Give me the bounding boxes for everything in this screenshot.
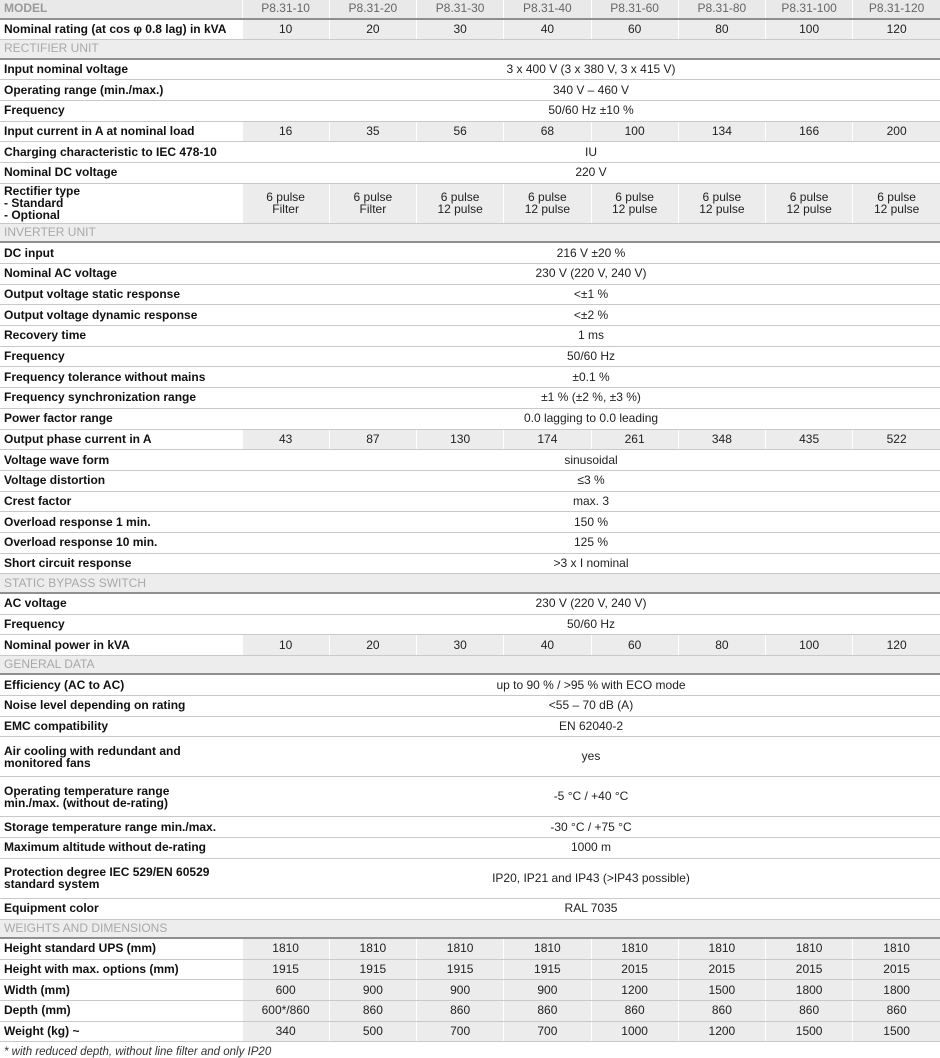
- spec-model-value: 35: [329, 121, 416, 142]
- spec-model-value: 860: [853, 1001, 940, 1022]
- spec-model-value: 20: [329, 19, 416, 40]
- spec-label: Efficiency (AC to AC): [0, 674, 242, 695]
- spec-row-per-model: [0, 980, 940, 1001]
- spec-model-value: 1810: [329, 938, 416, 959]
- section-title: RECTIFIER UNIT: [0, 40, 940, 59]
- spec-value: 0.0 lagging to 0.0 leading: [242, 408, 940, 429]
- spec-label: Charging characteristic to IEC 478-10: [0, 142, 242, 163]
- spec-row: [0, 450, 940, 471]
- section-title: INVERTER UNIT: [0, 223, 940, 242]
- spec-value: 50/60 Hz ±10 %: [242, 101, 940, 122]
- spec-row-per-model: [0, 429, 940, 450]
- model-name: P8.31-60: [591, 0, 678, 19]
- spec-model-value: 1000: [591, 1021, 678, 1042]
- spec-model-value: 40: [504, 635, 591, 656]
- spec-value: EN 62040-2: [242, 716, 940, 737]
- spec-value: 50/60 Hz: [242, 346, 940, 367]
- spec-model-value: 6 pulse 12 pulse: [853, 183, 940, 223]
- spec-model-value: 6 pulse 12 pulse: [504, 183, 591, 223]
- spec-model-value: 900: [329, 980, 416, 1001]
- spec-model-value: 340: [242, 1021, 329, 1042]
- spec-model-value: 1800: [766, 980, 853, 1001]
- spec-row: [0, 388, 940, 409]
- spec-value: IP20, IP21 and IP43 (>IP43 possible): [242, 858, 940, 898]
- spec-value: IU: [242, 142, 940, 163]
- spec-value: 230 V (220 V, 240 V): [242, 593, 940, 614]
- spec-model-value: 1810: [591, 938, 678, 959]
- spec-row: [0, 858, 940, 898]
- spec-value: ±0.1 %: [242, 367, 940, 388]
- model-header-row: [0, 0, 940, 19]
- spec-model-value: 1810: [242, 938, 329, 959]
- spec-label: Nominal DC voltage: [0, 163, 242, 184]
- spec-model-value: 166: [766, 121, 853, 142]
- spec-model-value: 2015: [766, 959, 853, 980]
- spec-label: Frequency tolerance without mains: [0, 367, 242, 388]
- spec-value: 125 %: [242, 532, 940, 553]
- spec-row: [0, 264, 940, 285]
- spec-label: Voltage wave form: [0, 450, 242, 471]
- spec-model-value: 16: [242, 121, 329, 142]
- spec-value: <±1 %: [242, 284, 940, 305]
- spec-row: [0, 716, 940, 737]
- spec-model-value: 6 pulse Filter: [242, 183, 329, 223]
- section-header-row: [0, 574, 940, 593]
- spec-label: Frequency: [0, 614, 242, 635]
- spec-label: Height standard UPS (mm): [0, 938, 242, 959]
- spec-label: AC voltage: [0, 593, 242, 614]
- spec-label: Crest factor: [0, 491, 242, 512]
- spec-row: [0, 614, 940, 635]
- spec-model-value: 60: [591, 635, 678, 656]
- spec-row: [0, 838, 940, 859]
- spec-model-value: 30: [417, 19, 504, 40]
- spec-value: >3 x I nominal: [242, 553, 940, 574]
- spec-model-value: 68: [504, 121, 591, 142]
- spec-label: Input nominal voltage: [0, 59, 242, 80]
- spec-label: Maximum altitude without de-rating: [0, 838, 242, 859]
- spec-label: Frequency synchronization range: [0, 388, 242, 409]
- spec-row-per-model: [0, 19, 940, 40]
- spec-label: Width (mm): [0, 980, 242, 1001]
- spec-label: Input current in A at nominal load: [0, 121, 242, 142]
- spec-row-per-model: [0, 183, 940, 223]
- spec-value: RAL 7035: [242, 898, 940, 919]
- spec-model-value: 100: [766, 635, 853, 656]
- spec-label: Overload response 1 min.: [0, 512, 242, 533]
- spec-model-value: 1800: [853, 980, 940, 1001]
- spec-model-value: 1500: [853, 1021, 940, 1042]
- spec-model-value: 200: [853, 121, 940, 142]
- spec-label: Operating temperature range min./max. (without de-rating): [0, 777, 242, 817]
- spec-label: Frequency: [0, 101, 242, 122]
- spec-row: [0, 593, 940, 614]
- spec-label: Equipment color: [0, 898, 242, 919]
- spec-label: EMC compatibility: [0, 716, 242, 737]
- spec-model-value: 6 pulse 12 pulse: [678, 183, 765, 223]
- spec-model-value: 120: [853, 19, 940, 40]
- section-title: WEIGHTS AND DIMENSIONS: [0, 919, 940, 938]
- spec-label: Output phase current in A: [0, 429, 242, 450]
- spec-row: [0, 101, 940, 122]
- spec-table-body: [0, 19, 940, 1042]
- spec-row: [0, 326, 940, 347]
- spec-label: Short circuit response: [0, 553, 242, 574]
- spec-row: [0, 512, 940, 533]
- spec-model-value: 2015: [678, 959, 765, 980]
- spec-model-value: 1810: [504, 938, 591, 959]
- spec-row-per-model: [0, 635, 940, 656]
- spec-model-value: 10: [242, 635, 329, 656]
- spec-model-value: 1915: [504, 959, 591, 980]
- spec-row: [0, 284, 940, 305]
- spec-model-value: 60: [591, 19, 678, 40]
- spec-model-value: 1500: [678, 980, 765, 1001]
- footnote: * with reduced depth, without line filter and only IP20: [4, 1046, 272, 1058]
- spec-model-value: 10: [242, 19, 329, 40]
- spec-row-per-model: [0, 959, 940, 980]
- spec-model-value: 2015: [591, 959, 678, 980]
- spec-model-value: 1810: [417, 938, 504, 959]
- spec-model-value: 174: [504, 429, 591, 450]
- spec-model-value: 600: [242, 980, 329, 1001]
- spec-model-value: 1200: [591, 980, 678, 1001]
- model-name: P8.31-100: [766, 0, 853, 19]
- spec-model-value: 600*/860: [242, 1001, 329, 1022]
- section-header-row: [0, 655, 940, 674]
- spec-label: Operating range (min./max.): [0, 80, 242, 101]
- spec-model-value: 860: [591, 1001, 678, 1022]
- spec-value: 216 V ±20 %: [242, 242, 940, 263]
- spec-value: <55 – 70 dB (A): [242, 696, 940, 717]
- spec-value: 1 ms: [242, 326, 940, 347]
- spec-value: max. 3: [242, 491, 940, 512]
- spec-model-value: 860: [678, 1001, 765, 1022]
- spec-row: [0, 898, 940, 919]
- spec-value: -5 °C / +40 °C: [242, 777, 940, 817]
- spec-row: [0, 367, 940, 388]
- spec-model-value: 700: [417, 1021, 504, 1042]
- spec-label: Air cooling with redundant and monitored fans: [0, 737, 242, 777]
- spec-model-value: 6 pulse Filter: [329, 183, 416, 223]
- spec-model-value: 1915: [329, 959, 416, 980]
- spec-model-value: 87: [329, 429, 416, 450]
- spec-row: [0, 163, 940, 184]
- spec-model-value: 6 pulse 12 pulse: [417, 183, 504, 223]
- spec-model-value: 900: [417, 980, 504, 1001]
- spec-row: [0, 696, 940, 717]
- spec-value: 340 V – 460 V: [242, 80, 940, 101]
- spec-row: [0, 817, 940, 838]
- spec-label: Weight (kg) ~: [0, 1021, 242, 1042]
- model-name: P8.31-40: [504, 0, 591, 19]
- spec-model-value: 1200: [678, 1021, 765, 1042]
- spec-model-value: 2015: [853, 959, 940, 980]
- spec-label: Noise level depending on rating: [0, 696, 242, 717]
- spec-value: <±2 %: [242, 305, 940, 326]
- spec-model-value: 860: [329, 1001, 416, 1022]
- spec-value: 50/60 Hz: [242, 614, 940, 635]
- model-header-label: MODEL: [0, 0, 242, 19]
- section-title: STATIC BYPASS SWITCH: [0, 574, 940, 593]
- spec-model-value: 130: [417, 429, 504, 450]
- spec-model-value: 1810: [678, 938, 765, 959]
- spec-model-value: 6 pulse 12 pulse: [766, 183, 853, 223]
- spec-model-value: 1915: [417, 959, 504, 980]
- model-name: P8.31-80: [678, 0, 765, 19]
- spec-model-value: 100: [766, 19, 853, 40]
- spec-label: Depth (mm): [0, 1001, 242, 1022]
- spec-label: Protection degree IEC 529/EN 60529 standard system: [0, 858, 242, 898]
- spec-row: [0, 553, 940, 574]
- model-name: P8.31-30: [417, 0, 504, 19]
- spec-label: Rectifier type - Standard - Optional: [0, 183, 242, 223]
- section-header-row: [0, 40, 940, 59]
- spec-row: [0, 777, 940, 817]
- spec-model-value: 500: [329, 1021, 416, 1042]
- spec-model-value: 120: [853, 635, 940, 656]
- spec-label: Recovery time: [0, 326, 242, 347]
- spec-value: sinusoidal: [242, 450, 940, 471]
- spec-model-value: 1810: [766, 938, 853, 959]
- section-header-row: [0, 223, 940, 242]
- spec-row-per-model: [0, 1001, 940, 1022]
- spec-row: [0, 408, 940, 429]
- spec-label: DC input: [0, 242, 242, 263]
- spec-model-value: 134: [678, 121, 765, 142]
- section-title: GENERAL DATA: [0, 655, 940, 674]
- section-header-row: [0, 919, 940, 938]
- spec-value: 150 %: [242, 512, 940, 533]
- spec-value: ≤3 %: [242, 470, 940, 491]
- spec-row: [0, 674, 940, 695]
- spec-row-per-model: [0, 938, 940, 959]
- spec-row: [0, 737, 940, 777]
- spec-value: 3 x 400 V (3 x 380 V, 3 x 415 V): [242, 59, 940, 80]
- spec-row: [0, 470, 940, 491]
- spec-label: Storage temperature range min./max.: [0, 817, 242, 838]
- spec-row: [0, 242, 940, 263]
- spec-row: [0, 491, 940, 512]
- spec-row: [0, 142, 940, 163]
- spec-model-value: 435: [766, 429, 853, 450]
- spec-value: 1000 m: [242, 838, 940, 859]
- spec-model-value: 860: [766, 1001, 853, 1022]
- spec-row: [0, 80, 940, 101]
- model-name: P8.31-20: [329, 0, 416, 19]
- spec-label: Nominal power in kVA: [0, 635, 242, 656]
- spec-model-value: 1500: [766, 1021, 853, 1042]
- spec-model-value: 80: [678, 19, 765, 40]
- spec-value: ±1 % (±2 %, ±3 %): [242, 388, 940, 409]
- spec-model-value: 1810: [853, 938, 940, 959]
- spec-row-per-model: [0, 121, 940, 142]
- spec-label: Voltage distortion: [0, 470, 242, 491]
- spec-label: Output voltage dynamic response: [0, 305, 242, 326]
- spec-model-value: 56: [417, 121, 504, 142]
- spec-label: Nominal AC voltage: [0, 264, 242, 285]
- spec-model-value: 43: [242, 429, 329, 450]
- spec-model-value: 522: [853, 429, 940, 450]
- spec-model-value: 900: [504, 980, 591, 1001]
- spec-model-value: 261: [591, 429, 678, 450]
- spec-model-value: 860: [417, 1001, 504, 1022]
- spec-row-per-model: [0, 1021, 940, 1042]
- spec-label: Overload response 10 min.: [0, 532, 242, 553]
- spec-row: [0, 305, 940, 326]
- spec-model-value: 20: [329, 635, 416, 656]
- spec-model-value: 100: [591, 121, 678, 142]
- model-name: P8.31-120: [853, 0, 940, 19]
- spec-value: 230 V (220 V, 240 V): [242, 264, 940, 285]
- spec-row: [0, 59, 940, 80]
- spec-model-value: 860: [504, 1001, 591, 1022]
- spec-value: 220 V: [242, 163, 940, 184]
- spec-label: Power factor range: [0, 408, 242, 429]
- spec-model-value: 80: [678, 635, 765, 656]
- spec-model-value: 6 pulse 12 pulse: [591, 183, 678, 223]
- spec-value: up to 90 % / >95 % with ECO mode: [242, 674, 940, 695]
- model-name: P8.31-10: [242, 0, 329, 19]
- spec-model-value: 40: [504, 19, 591, 40]
- spec-model-value: 348: [678, 429, 765, 450]
- spec-value: yes: [242, 737, 940, 777]
- spec-row: [0, 346, 940, 367]
- spec-label: Output voltage static response: [0, 284, 242, 305]
- spec-model-value: 1915: [242, 959, 329, 980]
- spec-model-value: 30: [417, 635, 504, 656]
- spec-label: Height with max. options (mm): [0, 959, 242, 980]
- spec-value: -30 °C / +75 °C: [242, 817, 940, 838]
- spec-model-value: 700: [504, 1021, 591, 1042]
- spec-label: Nominal rating (at cos φ 0.8 lag) in kVA: [0, 19, 242, 40]
- spec-label: Frequency: [0, 346, 242, 367]
- spec-row: [0, 532, 940, 553]
